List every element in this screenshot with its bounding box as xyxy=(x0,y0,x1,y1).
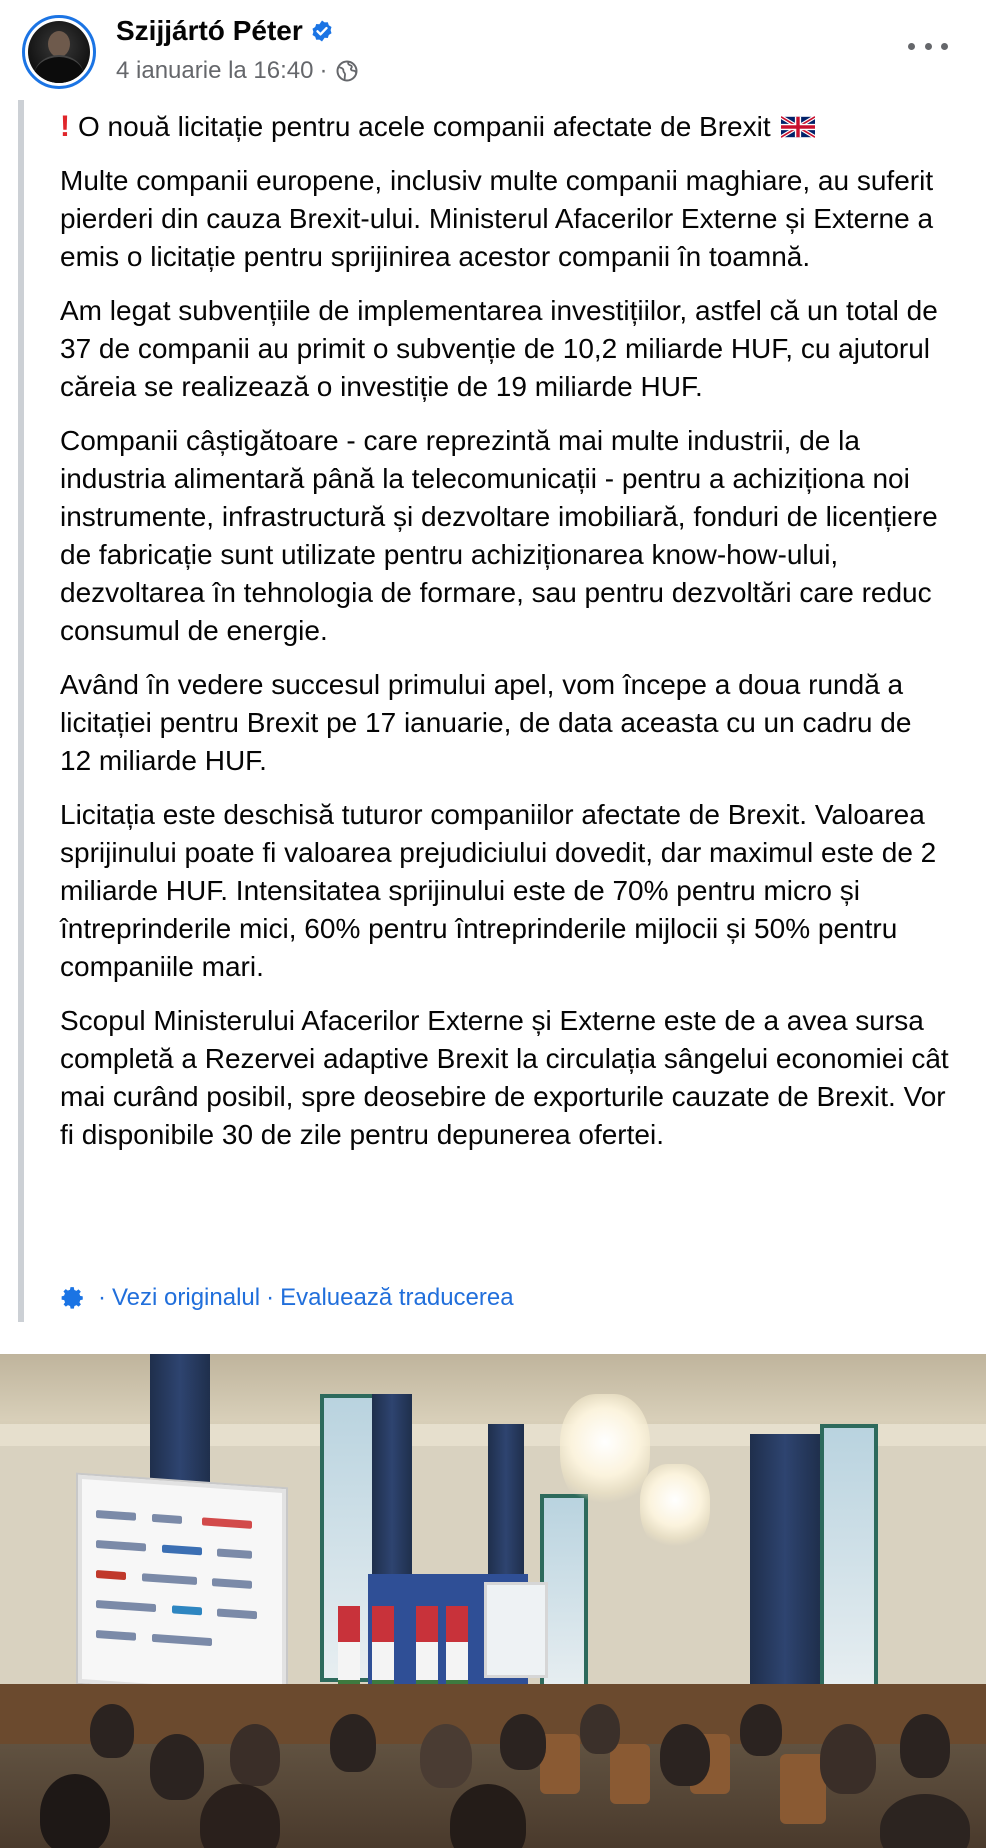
more-options-icon[interactable] xyxy=(908,36,948,56)
gear-icon[interactable] xyxy=(60,1285,86,1311)
rate-translation-link[interactable]: Evaluează traducerea xyxy=(280,1284,514,1311)
post-paragraph: Licitația este deschisă tuturor companiilor afectate de Brexit. Valoarea sprijinului poate fi valoarea prejudiciului dovedit, dar maximul este de 2 miliarde HUF. Intensitatea sprijinului este de 70% pentru micro și întreprinderile mici, 60% pentru întreprinderile mijlocii și 50% pentru companiile mari. xyxy=(60,799,937,982)
post-timestamp[interactable]: 4 ianuarie la 16:40 xyxy=(116,57,314,84)
post-paragraph: Scopul Ministerului Afacerilor Externe și Externe este de a avea sursa completă a Rezervei adaptive Brexit la circulația sângelui economiei cât mai curând posibil, spre deosebire de exporturile cauzate de Brexit. Vor fi disponibile 30 de zile pentru depunerea ofertei. xyxy=(60,1005,949,1150)
post-header xyxy=(0,0,986,100)
see-original-link[interactable]: Vezi originalul xyxy=(112,1284,261,1311)
post-paragraph: Am legat subvențiile de implementarea investițiilor, astfel că un total de 37 de companii au primit o subvenție de 10,2 miliarde HUF, cu ajutorul căreia se realizează o investiție de 19 miliarde HUF. xyxy=(60,295,938,402)
post-paragraph: Companii câștigătoare - care reprezintă mai multe industrii, de la industria alimentară până la telecomunicații - pentru a achiziționa noi instrumente, infrastructură și dezvoltare imobiliară, fonduri de licențiere de fabricație sunt utilizate pentru achiziționarea know-how-ului, dezvoltarea în tehnologia de formare, sau pentru dezvoltări care reduc consumul de energie. xyxy=(60,425,938,646)
post-text xyxy=(60,108,950,1170)
post-paragraph: Având în vedere succesul primului apel, vom începe a doua rundă a licitației pentru Brexit pe 17 ianuarie, de data aceasta cu un cadru de 12 miliarde HUF. xyxy=(60,669,912,776)
photo-window xyxy=(820,1424,878,1692)
photo-chandelier xyxy=(560,1394,650,1514)
avatar-image xyxy=(28,21,90,83)
author-row xyxy=(116,14,334,48)
verified-badge-icon xyxy=(310,19,334,43)
photo-side-screen xyxy=(484,1582,548,1678)
translation-separator: · xyxy=(266,1284,275,1311)
post-first-line xyxy=(60,108,950,146)
uk-flag-icon xyxy=(781,116,815,138)
quote-bar xyxy=(18,100,24,1322)
post-headline: O nouă licitație pentru acele companii afectate de Brexit xyxy=(78,111,771,142)
presentation-screen xyxy=(78,1475,286,1698)
meta-separator: · xyxy=(319,57,328,84)
avatar[interactable] xyxy=(22,15,96,89)
photo-audience xyxy=(0,1694,986,1848)
translation-row xyxy=(60,1282,514,1314)
post-paragraph: Multe companii europene, inclusiv multe companii maghiare, au suferit pierderi din cauza Brexit-ului. Ministerul Afacerilor Externe și Externe a emis o licitație pentru sprijinirea acestor companii în toamnă. xyxy=(60,165,934,272)
globe-icon xyxy=(335,59,359,83)
photo-curtain xyxy=(750,1434,820,1694)
conference-photo[interactable] xyxy=(0,1354,986,1848)
photo-chandelier xyxy=(640,1464,710,1554)
exclamation-icon: ! xyxy=(60,110,70,143)
author-name[interactable]: Szijjártó Péter xyxy=(116,15,303,46)
post-meta xyxy=(116,56,359,86)
translation-separator: · xyxy=(98,1284,106,1311)
